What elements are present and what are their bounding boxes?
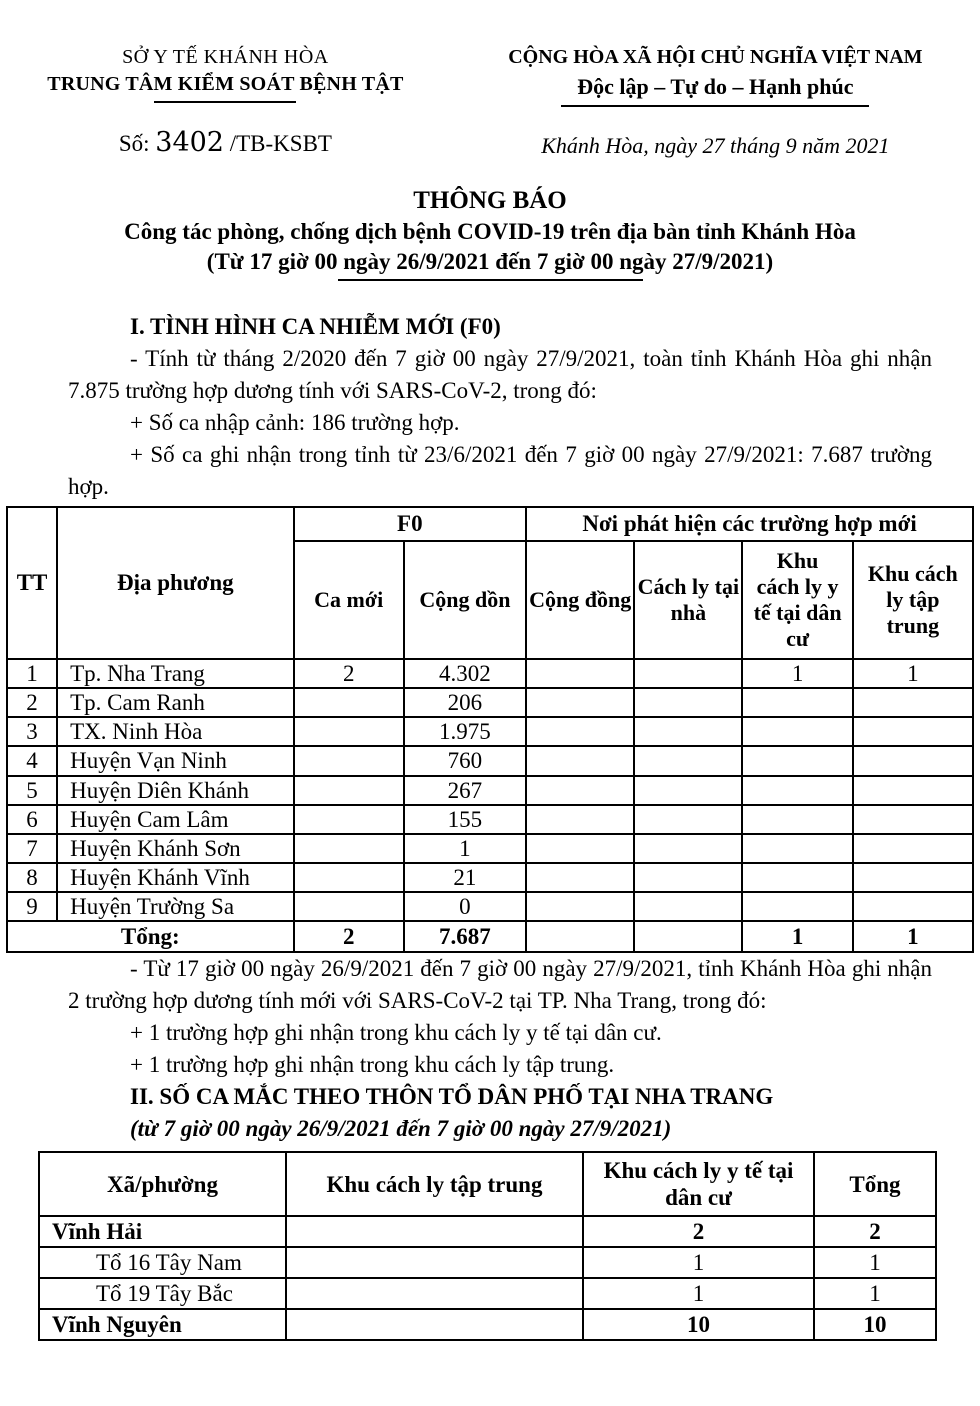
title-underline <box>338 279 643 281</box>
cell-medical-zone <box>742 892 852 921</box>
cell-new-cases <box>294 834 404 863</box>
cell-cumulative: 1 <box>404 834 526 863</box>
cell-community <box>526 863 634 892</box>
cell-community <box>526 746 634 775</box>
col-header-medical-quarantine-zone: Khu cách ly y tế tại dân cư <box>583 1152 814 1216</box>
cell-centralized-zone <box>286 1216 583 1247</box>
cell-locality: Tp. Cam Ranh <box>57 688 293 717</box>
cell-tt: 5 <box>7 776 57 805</box>
national-motto-block <box>451 46 980 159</box>
section-1-notes <box>0 953 980 1145</box>
table-row <box>7 688 973 717</box>
col-header-cumulative: Cộng dồn <box>404 541 526 659</box>
table-row <box>7 659 973 688</box>
cell-centralized-zone <box>853 746 973 775</box>
cell-home-quarantine <box>634 776 742 805</box>
cell-cumulative: 155 <box>404 805 526 834</box>
motto-underline <box>561 105 869 107</box>
cell-medical-zone: 1 <box>583 1278 814 1309</box>
cell-new-cases <box>294 688 404 717</box>
notes-paragraph-3: + 1 trường hợp ghi nhận trong khu cách ly tập trung. <box>130 1052 615 1078</box>
col-header-home-quarantine: Cách ly tại nhà <box>634 541 742 659</box>
org-underline <box>154 101 296 103</box>
cell-medical-zone <box>742 717 852 746</box>
col-header-new-cases: Ca mới <box>294 541 404 659</box>
cell-tt: 1 <box>7 659 57 688</box>
col-header-total: Tổng <box>814 1152 936 1216</box>
cell-tt: 3 <box>7 717 57 746</box>
cell-community <box>526 717 634 746</box>
document-title: THÔNG BÁO <box>413 187 567 214</box>
cell-locality: Huyện Khánh Vĩnh <box>57 863 293 892</box>
cell-medical-zone: 10 <box>583 1309 814 1340</box>
cell-total-medical-zone: 1 <box>742 921 852 952</box>
cell-locality: Huyện Cam Lâm <box>57 805 293 834</box>
cell-community <box>526 688 634 717</box>
section-1-paragraph-3: + Số ca ghi nhận trong tỉnh từ 23/6/2021 đến 7 giờ 00 ngày 27/9/2021: 7.687 trường hợp. <box>68 442 932 499</box>
table1-header-row-1 <box>7 507 973 541</box>
cell-locality: Huyện Vạn Ninh <box>57 746 293 775</box>
org-parent-name: SỞ Y TẾ KHÁNH HÒA <box>122 46 329 68</box>
section-1-heading: I. TÌNH HÌNH CA NHIỄM MỚI (F0) <box>130 314 501 339</box>
table-row <box>7 717 973 746</box>
cell-total-new-cases: 2 <box>294 921 404 952</box>
document-subtitle: Công tác phòng, chống dịch bệnh COVID-19 trên địa bàn tỉnh Khánh Hòa <box>124 219 856 244</box>
cell-home-quarantine <box>634 805 742 834</box>
place-dateline: Khánh Hòa, ngày 27 tháng 9 năm 2021 <box>541 133 890 158</box>
cell-tt: 8 <box>7 863 57 892</box>
doc-number-line <box>0 127 451 158</box>
cell-home-quarantine <box>634 659 742 688</box>
cell-total-centralized-zone: 1 <box>853 921 973 952</box>
cell-centralized-zone <box>853 776 973 805</box>
cell-medical-zone <box>742 688 852 717</box>
cell-tt: 6 <box>7 805 57 834</box>
cell-total-home-quarantine <box>634 921 742 952</box>
cell-home-quarantine <box>634 688 742 717</box>
col-header-f0: F0 <box>294 507 526 541</box>
cell-new-cases <box>294 717 404 746</box>
cell-new-cases <box>294 805 404 834</box>
cell-home-quarantine <box>634 717 742 746</box>
cell-locality: Tp. Nha Trang <box>57 659 293 688</box>
cell-cumulative: 4.302 <box>404 659 526 688</box>
cell-home-quarantine <box>634 834 742 863</box>
cell-new-cases <box>294 776 404 805</box>
cell-locality: Huyện Trường Sa <box>57 892 293 921</box>
table-row <box>7 834 973 863</box>
cell-tt: 2 <box>7 688 57 717</box>
table-row <box>7 805 973 834</box>
cell-medical-zone: 2 <box>583 1216 814 1247</box>
cell-locality: Huyện Diên Khánh <box>57 776 293 805</box>
cell-ward: Vĩnh Hải <box>39 1216 286 1247</box>
col-header-centralized-quarantine-zone: Khu cách ly tập trung <box>853 541 973 659</box>
cell-total-cumulative: 7.687 <box>404 921 526 952</box>
cell-centralized-zone <box>286 1309 583 1340</box>
total-row <box>7 921 973 952</box>
cell-ward: Vĩnh Nguyên <box>39 1309 286 1340</box>
col-header-detection-place: Nơi phát hiện các trường hợp mới <box>526 507 973 541</box>
cell-centralized-zone <box>286 1278 583 1309</box>
cell-medical-zone: 1 <box>583 1247 814 1278</box>
cell-new-cases <box>294 746 404 775</box>
national-title: CỘNG HÒA XÃ HỘI CHỦ NGHĨA VIỆT NAM <box>508 46 923 68</box>
table-row <box>39 1216 936 1247</box>
cell-locality: Huyện Khánh Sơn <box>57 834 293 863</box>
cases-by-ward-table <box>38 1151 937 1341</box>
cell-tt: 4 <box>7 746 57 775</box>
cell-ward: Tổ 19 Tây Bắc <box>39 1278 286 1309</box>
col-header-centralized-quarantine-zone: Khu cách ly tập trung <box>286 1152 583 1216</box>
cell-cumulative: 206 <box>404 688 526 717</box>
cell-centralized-zone <box>286 1247 583 1278</box>
cell-community <box>526 805 634 834</box>
cell-locality: TX. Ninh Hòa <box>57 717 293 746</box>
table-row <box>7 776 973 805</box>
cell-centralized-zone <box>853 805 973 834</box>
org-name: TRUNG TÂM KIỂM SOÁT BỆNH TẬT <box>47 73 404 95</box>
cell-community <box>526 659 634 688</box>
doc-number-suffix: /TB-KSBT <box>229 131 332 156</box>
cell-cumulative: 21 <box>404 863 526 892</box>
cell-total-label: Tổng: <box>7 921 294 952</box>
cell-medical-zone <box>742 863 852 892</box>
cell-total: 10 <box>814 1309 936 1340</box>
cell-tt: 9 <box>7 892 57 921</box>
col-header-ward: Xã/phường <box>39 1152 286 1216</box>
cell-centralized-zone <box>853 892 973 921</box>
cell-medical-zone <box>742 805 852 834</box>
cell-community <box>526 892 634 921</box>
cell-medical-zone <box>742 776 852 805</box>
issuing-org-block <box>0 46 451 159</box>
document-period: (Từ 17 giờ 00 ngày 26/9/2021 đến 7 giờ 00 ngày 27/9/2021) <box>206 249 774 274</box>
notes-paragraph-2: + 1 trường hợp ghi nhận trong khu cách ly y tế tại dân cư. <box>130 1020 662 1046</box>
section-2-heading: II. SỐ CA MẮC THEO THÔN TỔ DÂN PHỐ TẠI NHA TRANG <box>130 1084 774 1110</box>
cell-tt: 7 <box>7 834 57 863</box>
cell-medical-zone <box>742 746 852 775</box>
col-header-community: Cộng đồng <box>526 541 634 659</box>
table-row <box>39 1247 936 1278</box>
cell-home-quarantine <box>634 746 742 775</box>
cell-centralized-zone: 1 <box>853 659 973 688</box>
cell-new-cases <box>294 892 404 921</box>
col-header-medical-quarantine-zone: Khu cách ly y tế tại dân cư <box>742 541 852 659</box>
table-row <box>7 892 973 921</box>
cell-community <box>526 776 634 805</box>
cases-by-locality-table <box>6 506 974 953</box>
notes-paragraph-1: - Từ 17 giờ 00 ngày 26/9/2021 đến 7 giờ 00 ngày 27/9/2021, tỉnh Khánh Hòa ghi nhận 2 trường hợp dương tính mới với SARS-CoV-2 tại TP. Nha Trang, trong đó: <box>68 956 932 1014</box>
title-block <box>0 187 980 281</box>
col-header-tt: TT <box>7 507 57 659</box>
document-header <box>0 0 980 159</box>
table-row <box>39 1309 936 1340</box>
cell-centralized-zone <box>853 717 973 746</box>
section-1 <box>0 311 980 503</box>
cell-medical-zone <box>742 834 852 863</box>
doc-number: 3402 <box>155 127 224 158</box>
cell-new-cases <box>294 863 404 892</box>
national-motto: Độc lập – Tự do – Hạnh phúc <box>577 74 854 99</box>
cell-community <box>526 834 634 863</box>
section-2-period: (từ 7 giờ 00 ngày 26/9/2021 đến 7 giờ 00 ngày 27/9/2021) <box>130 1116 672 1142</box>
cell-cumulative: 760 <box>404 746 526 775</box>
section-1-paragraph-2: + Số ca nhập cảnh: 186 trường hợp. <box>130 410 460 435</box>
cell-cumulative: 267 <box>404 776 526 805</box>
table-row <box>7 746 973 775</box>
cell-total: 2 <box>814 1216 936 1247</box>
cell-cumulative: 0 <box>404 892 526 921</box>
col-header-locality: Địa phương <box>57 507 293 659</box>
table-row <box>7 863 973 892</box>
cell-home-quarantine <box>634 863 742 892</box>
cell-total: 1 <box>814 1278 936 1309</box>
table-row <box>39 1278 936 1309</box>
cell-medical-zone: 1 <box>742 659 852 688</box>
cell-total: 1 <box>814 1247 936 1278</box>
cell-centralized-zone <box>853 834 973 863</box>
cell-total-community <box>526 921 634 952</box>
doc-number-label: Số: <box>118 131 150 156</box>
cell-centralized-zone <box>853 688 973 717</box>
cell-home-quarantine <box>634 892 742 921</box>
section-1-paragraph-1: - Tính từ tháng 2/2020 đến 7 giờ 00 ngày 27/9/2021, toàn tỉnh Khánh Hòa ghi nhận 7.875 trường hợp dương tính với SARS-CoV-2, trong đó: <box>68 346 932 403</box>
cell-ward: Tổ 16 Tây Nam <box>39 1247 286 1278</box>
cell-cumulative: 1.975 <box>404 717 526 746</box>
cell-centralized-zone <box>853 863 973 892</box>
cell-new-cases: 2 <box>294 659 404 688</box>
table2-header-row <box>39 1152 936 1216</box>
